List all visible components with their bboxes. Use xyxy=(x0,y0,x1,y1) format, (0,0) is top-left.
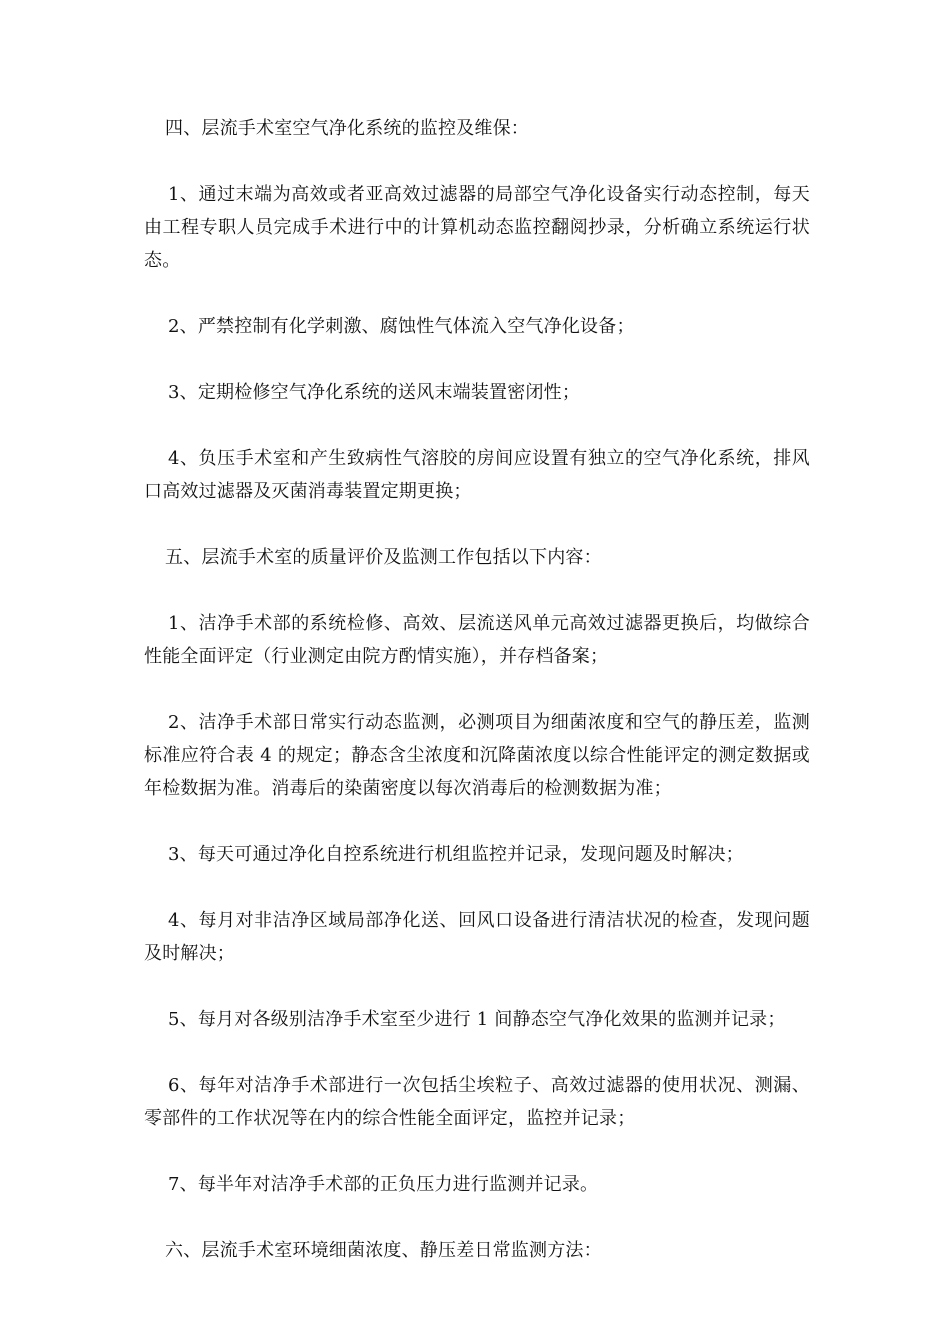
document-body xyxy=(144,112,810,1267)
section-heading-4: 四、层流手术室空气净化系统的监控及维保： xyxy=(165,118,529,139)
section-5-item-4: 4、每月对非洁净区域局部净化送、回风口设备进行清洁状况的检查，发现问题及时解决； xyxy=(144,910,810,964)
section-5-item-6: 6、每年对洁净手术部进行一次包括尘埃粒子、高效过滤器的使用状况、测漏、零部件的工作状况等在内的综合性能全面评定，监控并记录； xyxy=(144,1075,810,1129)
section-4-item-4: 4、负压手术室和产生致病性气溶胶的房间应设置有独立的空气净化系统，排风口高效过滤器及灭菌消毒装置定期更换； xyxy=(144,448,810,502)
section-5-item-3: 3、每天可通过净化自控系统进行机组监控并记录，发现问题及时解决； xyxy=(168,844,744,865)
section-4-item-1: 1、通过末端为高效或者亚高效过滤器的局部空气净化设备实行动态控制，每天由工程专职人员完成手术进行中的计算机动态监控翻阅抄录，分析确立系统运行状态。 xyxy=(144,184,810,271)
section-4-item-3: 3、定期检修空气净化系统的送风末端装置密闭性； xyxy=(168,382,581,403)
section-heading-6: 六、层流手术室环境细菌浓度、静压差日常监测方法： xyxy=(165,1240,602,1261)
section-5-item-1: 1、洁净手术部的系统检修、高效、层流送风单元高效过滤器更换后，均做综合性能全面评定（行业测定由院方酌情实施），并存档备案； xyxy=(144,613,810,667)
section-5-item-7: 7、每半年对洁净手术部的正负压力进行监测并记录。 xyxy=(168,1174,599,1195)
section-5-item-2: 2、洁净手术部日常实行动态监测，必测项目为细菌浓度和空气的静压差，监测标准应符合表 4 的规定；静态含尘浓度和沉降菌浓度以综合性能评定的测定数据或年检数据为准。消毒后的染菌密度以每次消毒后的检测数据为准； xyxy=(144,712,810,799)
section-4-item-2: 2、严禁控制有化学刺激、腐蚀性气体流入空气净化设备； xyxy=(168,316,635,337)
section-heading-5: 五、层流手术室的质量评价及监测工作包括以下内容： xyxy=(165,547,602,568)
section-5-item-5: 5、每月对各级别洁净手术室至少进行 1 间静态空气净化效果的监测并记录； xyxy=(168,1009,786,1030)
